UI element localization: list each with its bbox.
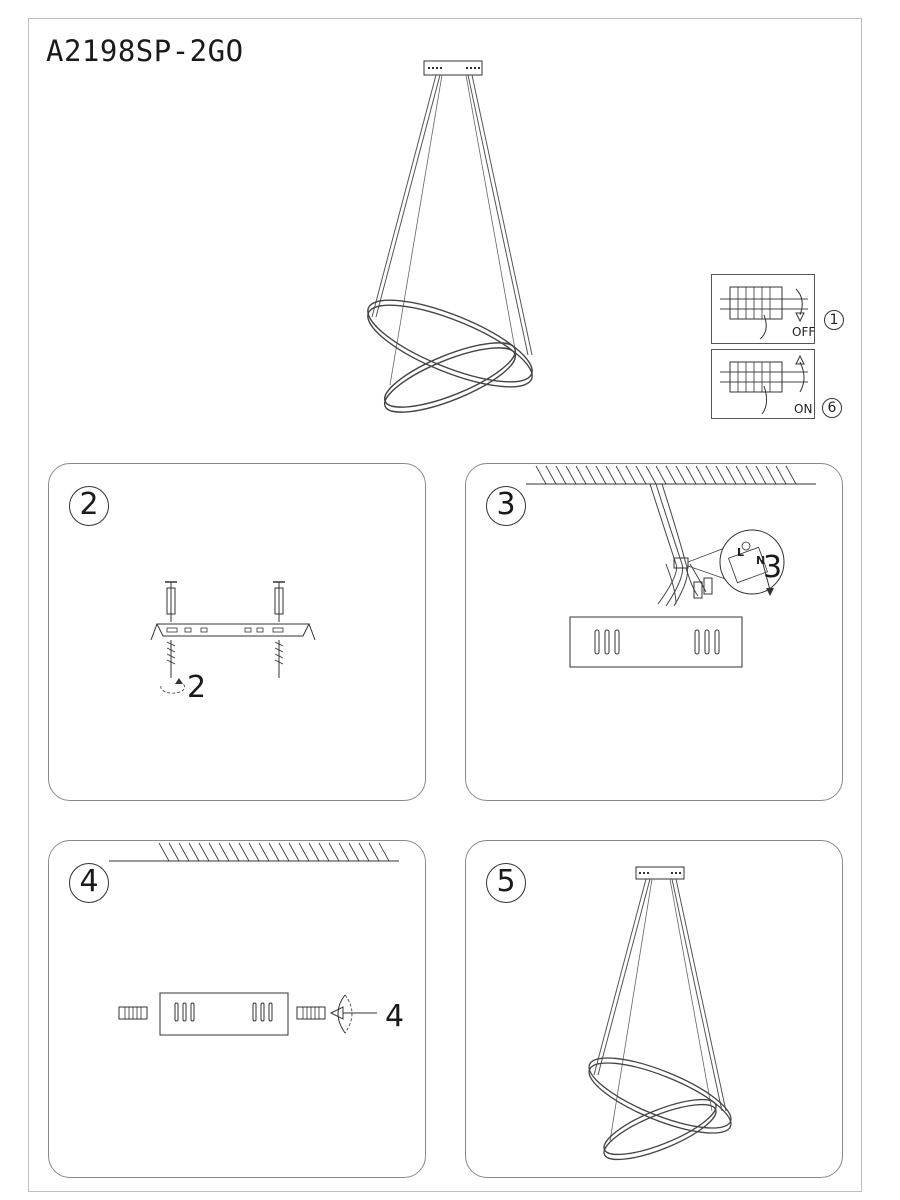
installed-lamp-illustration: [576, 861, 746, 1171]
terminal-l-label: L: [737, 546, 745, 559]
step-6-badge: 6: [822, 398, 842, 418]
terminal-n-label: N: [756, 554, 766, 567]
sub-step-4-label: 4: [385, 999, 405, 1034]
step-5-number: 5: [486, 863, 526, 903]
canopy-plate-illustration: [569, 616, 745, 670]
step-3-number: 3: [486, 486, 526, 526]
off-label: OFF: [792, 325, 816, 339]
step-3-panel: [465, 463, 843, 801]
sub-step-3-label: 3: [763, 550, 783, 585]
sub-step-2-label: 2: [187, 670, 207, 705]
step-2-number: 2: [69, 486, 109, 526]
mounting-bracket-illustration: [149, 574, 319, 694]
breaker-off-inset: [711, 274, 815, 344]
step-4-number: 4: [69, 863, 109, 903]
on-label: ON: [794, 402, 813, 416]
step-2-panel: [48, 463, 426, 801]
step-5-panel: [465, 840, 843, 1178]
breaker-on-inset: [711, 349, 815, 419]
step-1-badge: 1: [824, 310, 844, 330]
canopy-screw-illustration: [119, 989, 389, 1061]
pendant-lamp-illustration: [350, 55, 550, 425]
ceiling-hatch-illustration: [109, 841, 409, 865]
step-4-panel: [48, 840, 426, 1178]
model-code: A2198SP-2GO: [46, 34, 244, 68]
